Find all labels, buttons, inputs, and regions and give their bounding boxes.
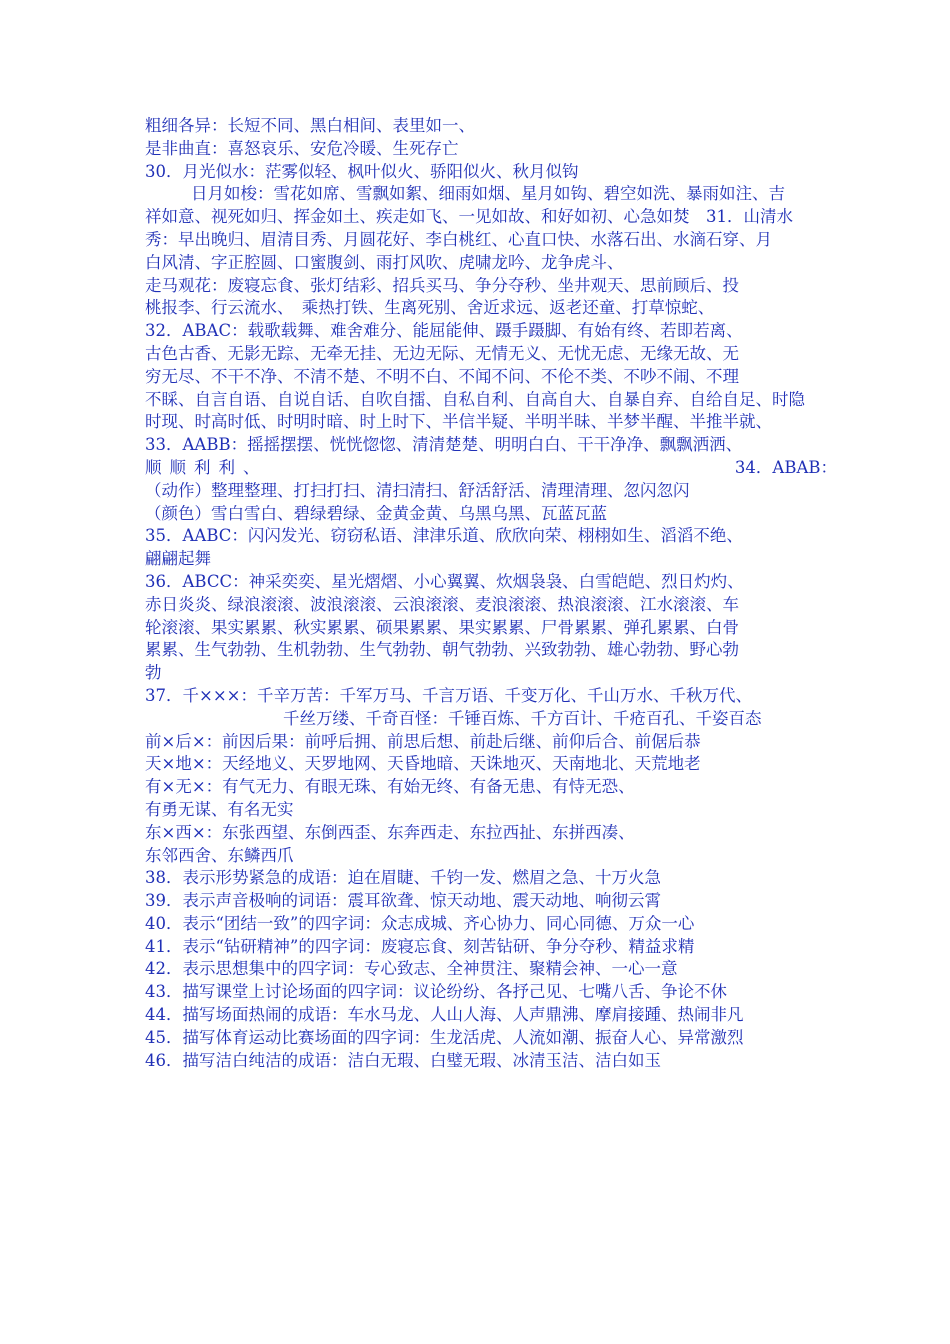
text-line: 39．表示声音极响的词语：震耳欲聋、惊天动地、震天动地、响彻云霄 — [145, 891, 661, 911]
text-line: 42．表示思想集中的四字词：专心致志、全神贯注、聚精会神、一心一意 — [145, 959, 678, 979]
text-line: （颜色）雪白雪白、碧绿碧绿、金黄金黄、乌黑乌黑、瓦蓝瓦蓝 — [145, 503, 607, 523]
text-line: 轮滚滚、果实累累、秋实累累、硕果累累、果实累累、尸骨累累、弹孔累累、白骨 — [145, 617, 739, 637]
text-line: 40．表示“团结一致”的四字词：众志成城、齐心协力、同心同德、万众一心 — [145, 913, 695, 933]
text-line: 46．描写洁白纯洁的成语：洁白无瑕、白璧无瑕、冰清玉洁、洁白如玉 — [145, 1050, 661, 1070]
text-line: 千丝万缕、千奇百怪：千锤百炼、千方百计、千疮百孔、千姿百态 — [283, 708, 762, 728]
text-line: 不睬、自言自语、自说自话、自吹自擂、自私自利、自高自大、自暴自弃、自给自足、时隐 — [145, 389, 805, 409]
text-line: 32．ABAC：载歌载舞、难舍难分、能屈能伸、蹑手蹑脚、有始有终、若即若离、 — [145, 321, 743, 341]
text-line: 天×地×：天经地义、天罗地网、天昏地暗、天诛地灭、天南地北、天荒地老 — [145, 754, 701, 774]
text-line: 44．描写场面热闹的成语：车水马龙、人山人海、人声鼎沸、摩肩接踵、热闹非凡 — [145, 1005, 744, 1025]
text-line: 赤日炎炎、绿浪滚滚、波浪滚滚、云浪滚滚、麦浪滚滚、热浪滚滚、江水滚滚、车 — [145, 594, 739, 614]
text-line: 38．表示形势紧急的成语：迫在眉睫、千钧一发、燃眉之急、十万火急 — [145, 868, 661, 888]
text-line: 桃报李、行云流水、 乘热打铁、生离死别、舍近求远、返老还童、打草惊蛇、 — [145, 298, 715, 318]
text-line: 勃 — [145, 663, 162, 683]
text-line: 东邻西舍、东鳞西爪 — [145, 845, 294, 865]
text-line: 36．ABCC：神采奕奕、星光熠熠、小心翼翼、炊烟袅袅、白雪皑皑、烈日灼灼、 — [145, 571, 744, 591]
text-line: 45．描写体育运动比赛场面的四字词：生龙活虎、人流如潮、振奋人心、异常激烈 — [145, 1027, 744, 1047]
text-line: 穷无尽、不干不净、不清不楚、不明不白、不闻不问、不伦不类、不吵不闹、不理 — [145, 366, 739, 386]
text-line: 有×无×：有气无力、有眼无珠、有始无终、有备无患、有恃无恐、 — [145, 777, 635, 797]
text-fragment: 34．ABAB： — [734, 457, 837, 477]
text-line: 35．AABC：闪闪发光、窃窃私语、津津乐道、欣欣向荣、栩栩如生、滔滔不绝、 — [145, 526, 743, 546]
text-line: 走马观花：废寝忘食、张灯结彩、招兵买马、争分夺秒、坐井观天、思前顾后、投 — [145, 275, 739, 295]
text-line: 粗细各异：长短不同、黑白相间、表里如一、 — [145, 116, 475, 135]
text-line: 翩翩起舞 — [145, 549, 211, 569]
text-line: 41．表示“钻研精神”的四字词：废寝忘食、刻苦钻研、争分夺秒、精益求精 — [145, 936, 695, 956]
text-line: 白风清、字正腔圆、口蜜腹剑、雨打风吹、虎啸龙吟、龙争虎斗、 — [145, 252, 624, 272]
text-line: 前×后×：前因后果：前呼后拥、前思后想、前赴后继、前仰后合、前倨后恭 — [145, 731, 701, 751]
text-line: 东×西×：东张西望、东倒西歪、东奔西走、东拉西扯、东拼西凑、 — [145, 822, 635, 842]
text-line: 30．月光似水：茫雾似轻、枫叶似火、骄阳似火、秋月似钩 — [145, 161, 579, 181]
text-line-split — [145, 457, 837, 480]
text-line: 古色古香、无影无踪、无牵无挂、无边无际、无情无义、无忧无虑、无缘无故、无 — [145, 343, 739, 363]
text-line: （动作）整理整理、打扫打扫、清扫清扫、舒活舒活、清理清理、忽闪忽闪 — [145, 480, 690, 500]
text-line: 是非曲直：喜怒哀乐、安危冷暖、生死存亡 — [145, 138, 459, 158]
text-line: 秀：早出晚归、眉清目秀、月圆花好、李白桃红、心直口快、水落石出、水滴石穿、月 — [145, 229, 772, 249]
text-line: 43．描写课堂上讨论场面的四字词：议论纷纷、各抒己见、七嘴八舌、争论不休 — [145, 982, 727, 1002]
text-line: 有勇无谋、有名无实 — [145, 799, 294, 819]
text-line: 祥如意、视死如归、挥金如土、疾走如飞、一见如故、和好如初、心急如焚 31．山清水 — [145, 207, 793, 227]
text-line: 37．千×××：千辛万苦：千军万马、千言万语、千变万化、千山万水、千秋万代、 — [145, 685, 752, 705]
text-line: 日月如梭：雪花如席、雪飘如絮、细雨如烟、星月如钩、碧空如洗、暴雨如注、吉 — [191, 184, 785, 204]
text-line: 累累、生气勃勃、生机勃勃、生气勃勃、朝气勃勃、兴致勃勃、雄心勃勃、野心勃 — [145, 640, 739, 660]
text-fragment: 顺顺利利、 — [145, 457, 268, 477]
text-line: 33．AABB：摇摇摆摆、恍恍惚惚、清清楚楚、明明白白、干干净净、飘飘洒洒、 — [145, 435, 743, 455]
document-body — [145, 115, 837, 1072]
text-line: 时现、时高时低、时明时暗、时上时下、半信半疑、半明半昧、半梦半醒、半推半就、 — [145, 412, 772, 432]
